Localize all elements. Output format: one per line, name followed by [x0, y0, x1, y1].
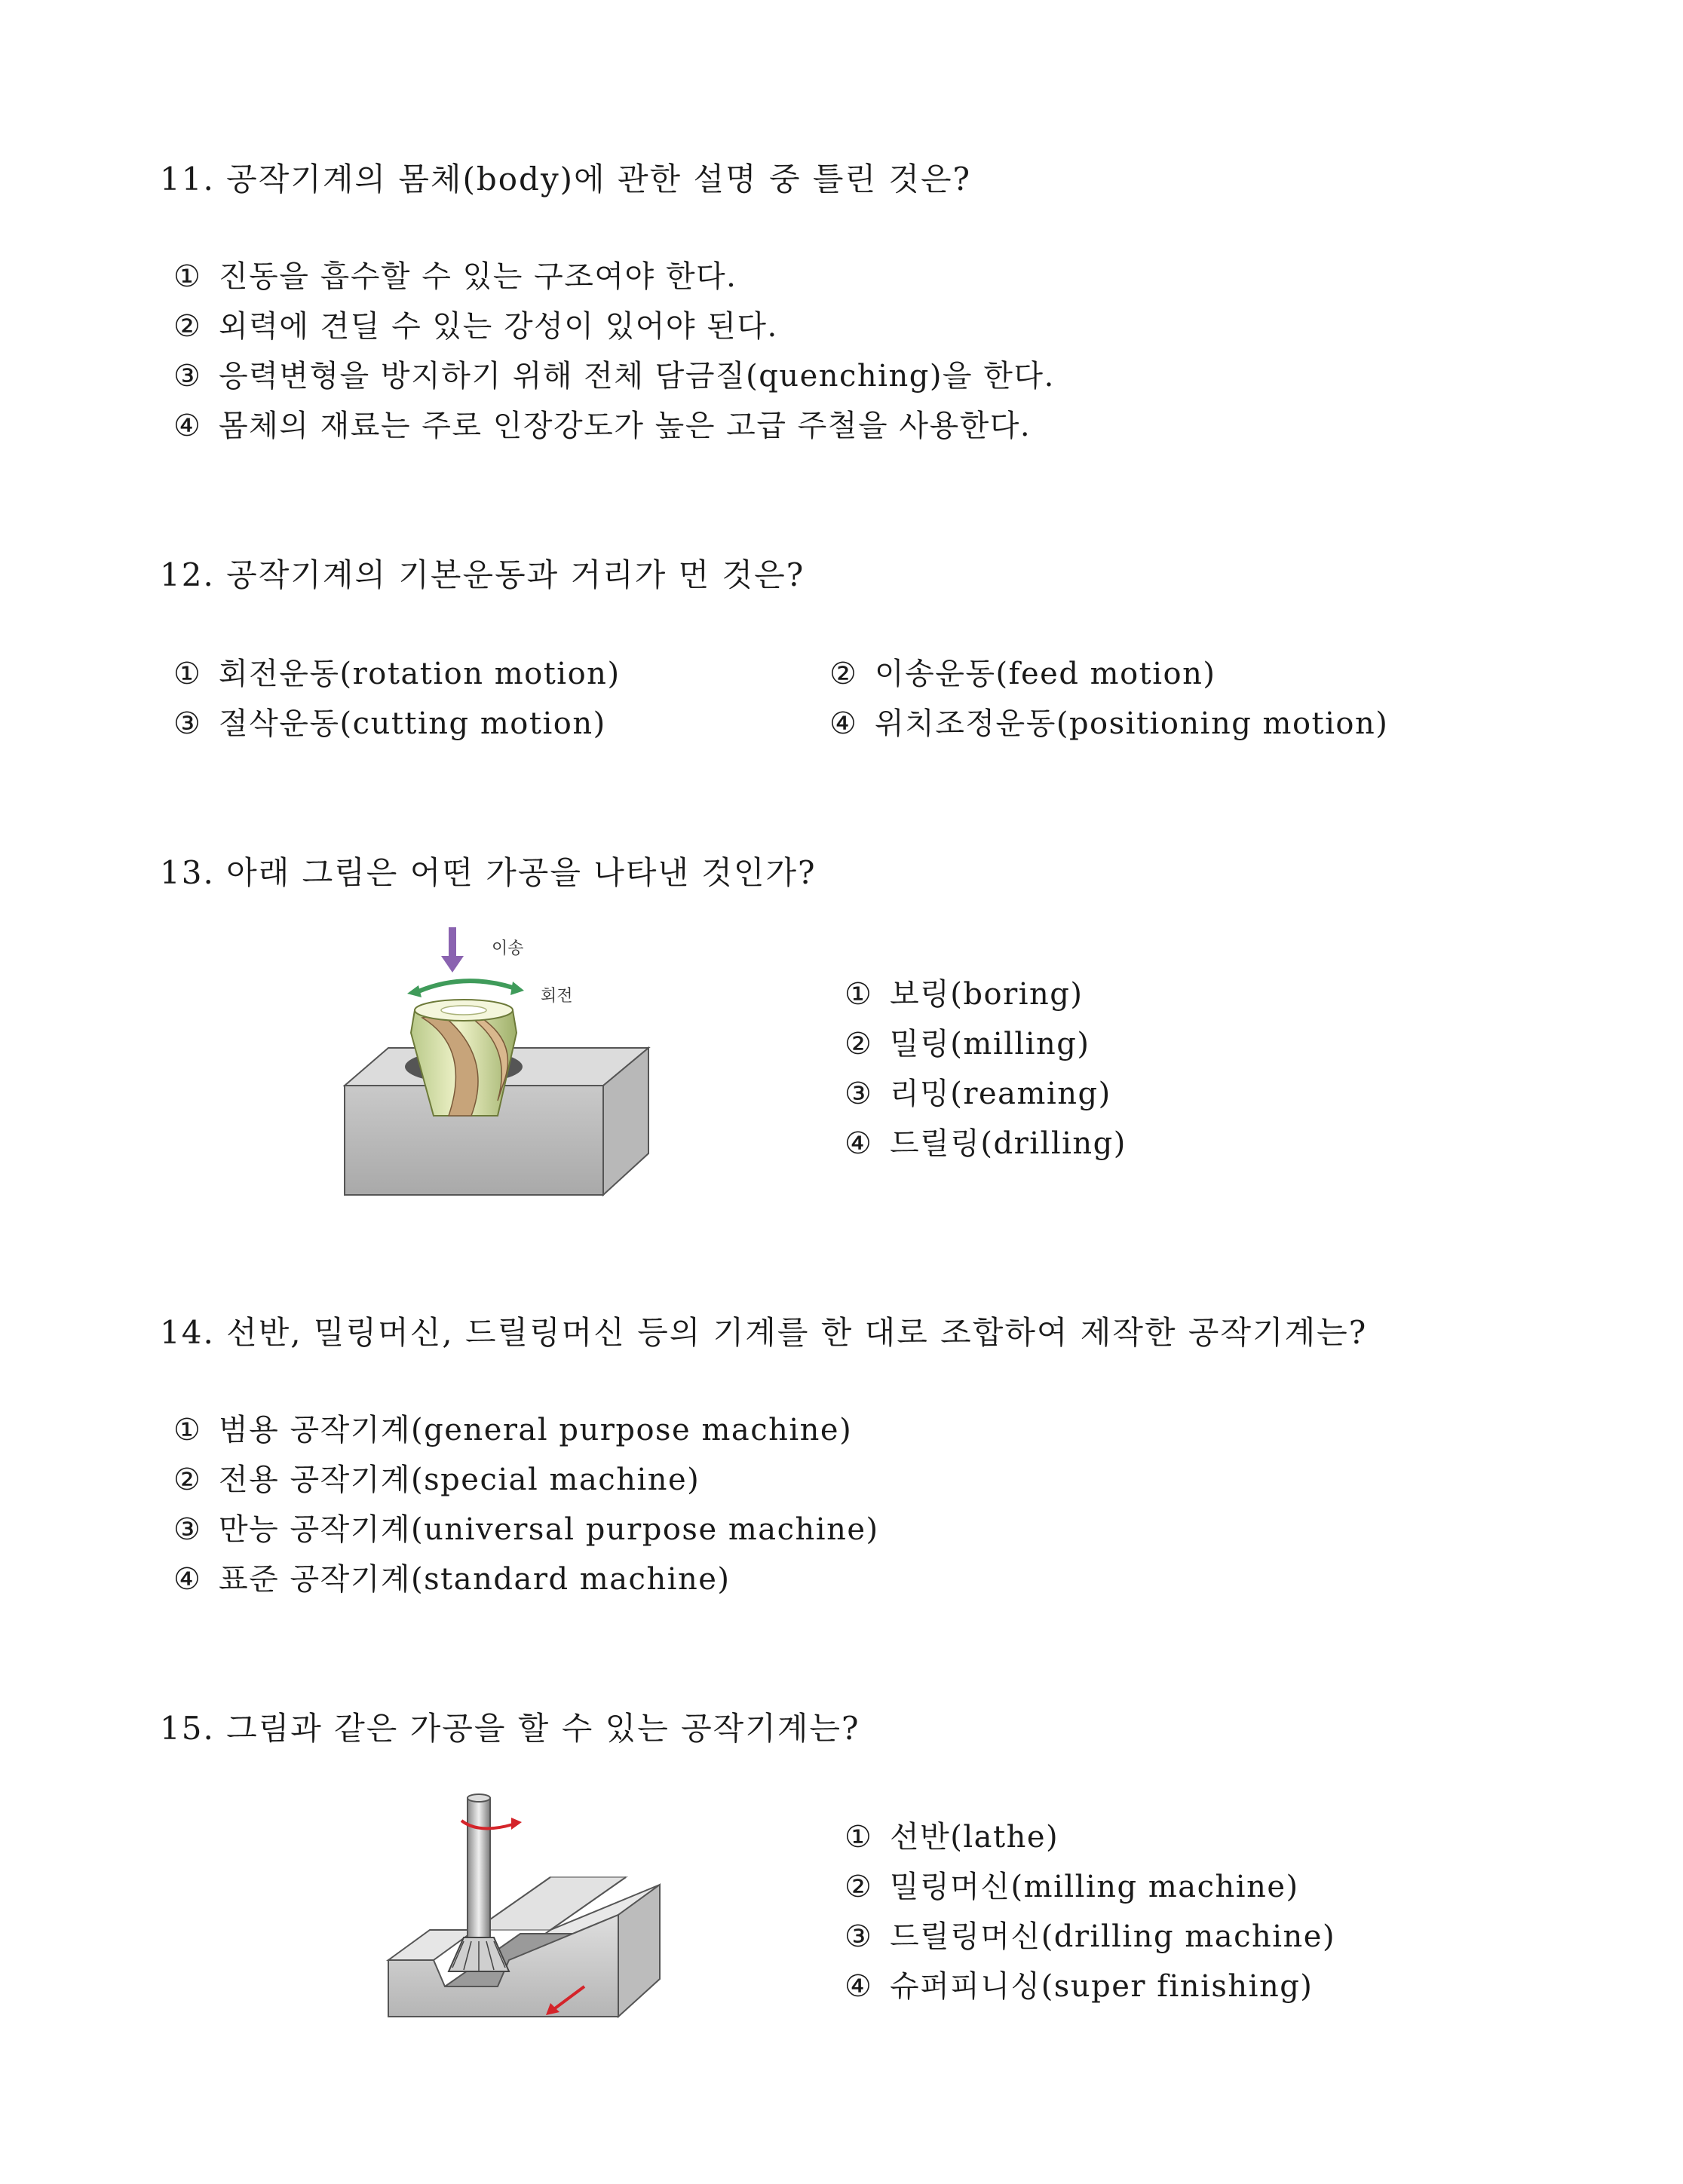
option-text: 드릴링머신(drilling machine) [890, 1919, 1336, 1954]
option-text: 진동을 흡수할 수 있는 구조여야 한다. [219, 259, 737, 294]
option-number: ① [173, 1413, 202, 1447]
option-text: 전용 공작기계(special machine) [219, 1463, 700, 1497]
q14-option-3[interactable] [173, 1506, 879, 1548]
option-number: ④ [173, 409, 202, 443]
option-text: 밀링(milling) [890, 1027, 1090, 1061]
q12-option-2[interactable] [829, 650, 1216, 693]
option-text: 보링(boring) [890, 977, 1084, 1012]
option-number: ④ [845, 1126, 873, 1161]
question-13-title: 13. 아래 그림은 어떤 가공을 나타낸 것인가? [160, 854, 817, 891]
q13-option-3[interactable] [845, 1070, 1111, 1113]
option-text: 선반(lathe) [890, 1820, 1059, 1855]
option-text: 회전운동(rotation motion) [219, 657, 621, 691]
q14-option-2[interactable] [173, 1456, 700, 1499]
question-12-title: 12. 공작기계의 기본운동과 거리가 먼 것은? [160, 556, 805, 593]
q12-option-1[interactable] [173, 650, 621, 693]
option-text: 외력에 견딜 수 있는 강성이 있어야 된다. [219, 309, 778, 344]
q11-option-1[interactable] [173, 253, 737, 296]
option-number: ③ [845, 1919, 873, 1954]
q12-option-3[interactable] [173, 700, 606, 743]
drilling-figure [343, 927, 660, 1199]
question-11-title: 11. 공작기계의 몸체(body)에 관한 설명 중 틀린 것은? [160, 161, 972, 198]
q13-option-4[interactable] [845, 1120, 1127, 1162]
option-number: ④ [829, 706, 858, 741]
q14-option-4[interactable] [173, 1555, 731, 1598]
option-text: 절삭운동(cutting motion) [219, 706, 606, 741]
milling-figure [385, 1790, 679, 2039]
q15-option-2[interactable] [845, 1863, 1299, 1906]
option-text: 슈퍼피니싱(super finishing) [890, 1969, 1314, 2004]
option-text: 만능 공작기계(universal purpose machine) [219, 1512, 879, 1547]
option-number: ③ [173, 1512, 202, 1547]
option-number: ② [829, 657, 858, 691]
option-number: ① [173, 259, 202, 294]
q14-option-1[interactable] [173, 1406, 852, 1449]
option-number: ③ [173, 706, 202, 741]
option-text: 이송운동(feed motion) [875, 657, 1216, 691]
option-text: 범용 공작기계(general purpose machine) [219, 1413, 853, 1447]
option-number: ② [845, 1870, 873, 1904]
option-text: 리밍(reaming) [890, 1077, 1111, 1111]
q11-option-4[interactable] [173, 402, 1031, 445]
q12-option-4[interactable] [829, 700, 1388, 743]
q13-option-2[interactable] [845, 1020, 1090, 1063]
option-text: 드릴링(drilling) [890, 1126, 1127, 1161]
option-number: ① [173, 657, 202, 691]
q13-option-1[interactable] [845, 970, 1083, 1013]
option-text: 몸체의 재료는 주로 인장강도가 높은 고급 주철을 사용한다. [219, 409, 1032, 443]
q11-option-3[interactable] [173, 352, 1055, 395]
spindle [468, 1798, 490, 1937]
option-number: ④ [845, 1969, 873, 2004]
option-number: ① [845, 1820, 873, 1855]
option-number: ④ [173, 1562, 202, 1597]
q15-option-3[interactable] [845, 1913, 1335, 1956]
question-14-title: 14. 선반, 밀링머신, 드릴링머신 등의 기계를 한 대로 조합하여 제작한 공작기계는? [160, 1314, 1368, 1351]
option-number: ② [173, 309, 202, 344]
rotation-label: 회전 [541, 987, 573, 1006]
option-number: ③ [173, 359, 202, 394]
option-text: 응력변형을 방지하기 위해 전체 담금질(quenching)을 한다. [219, 359, 1055, 394]
option-text: 위치조정운동(positioning motion) [875, 706, 1389, 741]
option-text: 밀링머신(milling machine) [890, 1870, 1299, 1904]
q15-option-1[interactable] [845, 1813, 1059, 1856]
q11-option-2[interactable] [173, 302, 778, 345]
option-number: ② [845, 1027, 873, 1061]
option-number: ② [173, 1463, 202, 1497]
option-number: ③ [845, 1077, 873, 1111]
question-15-title: 15. 그림과 같은 가공을 할 수 있는 공작기계는? [160, 1710, 860, 1747]
option-number: ① [845, 977, 873, 1012]
feed-label: 이송 [492, 939, 524, 958]
rotation-arrow-icon [418, 981, 513, 991]
option-text: 표준 공작기계(standard machine) [219, 1562, 731, 1597]
q15-option-4[interactable] [845, 1962, 1313, 2005]
